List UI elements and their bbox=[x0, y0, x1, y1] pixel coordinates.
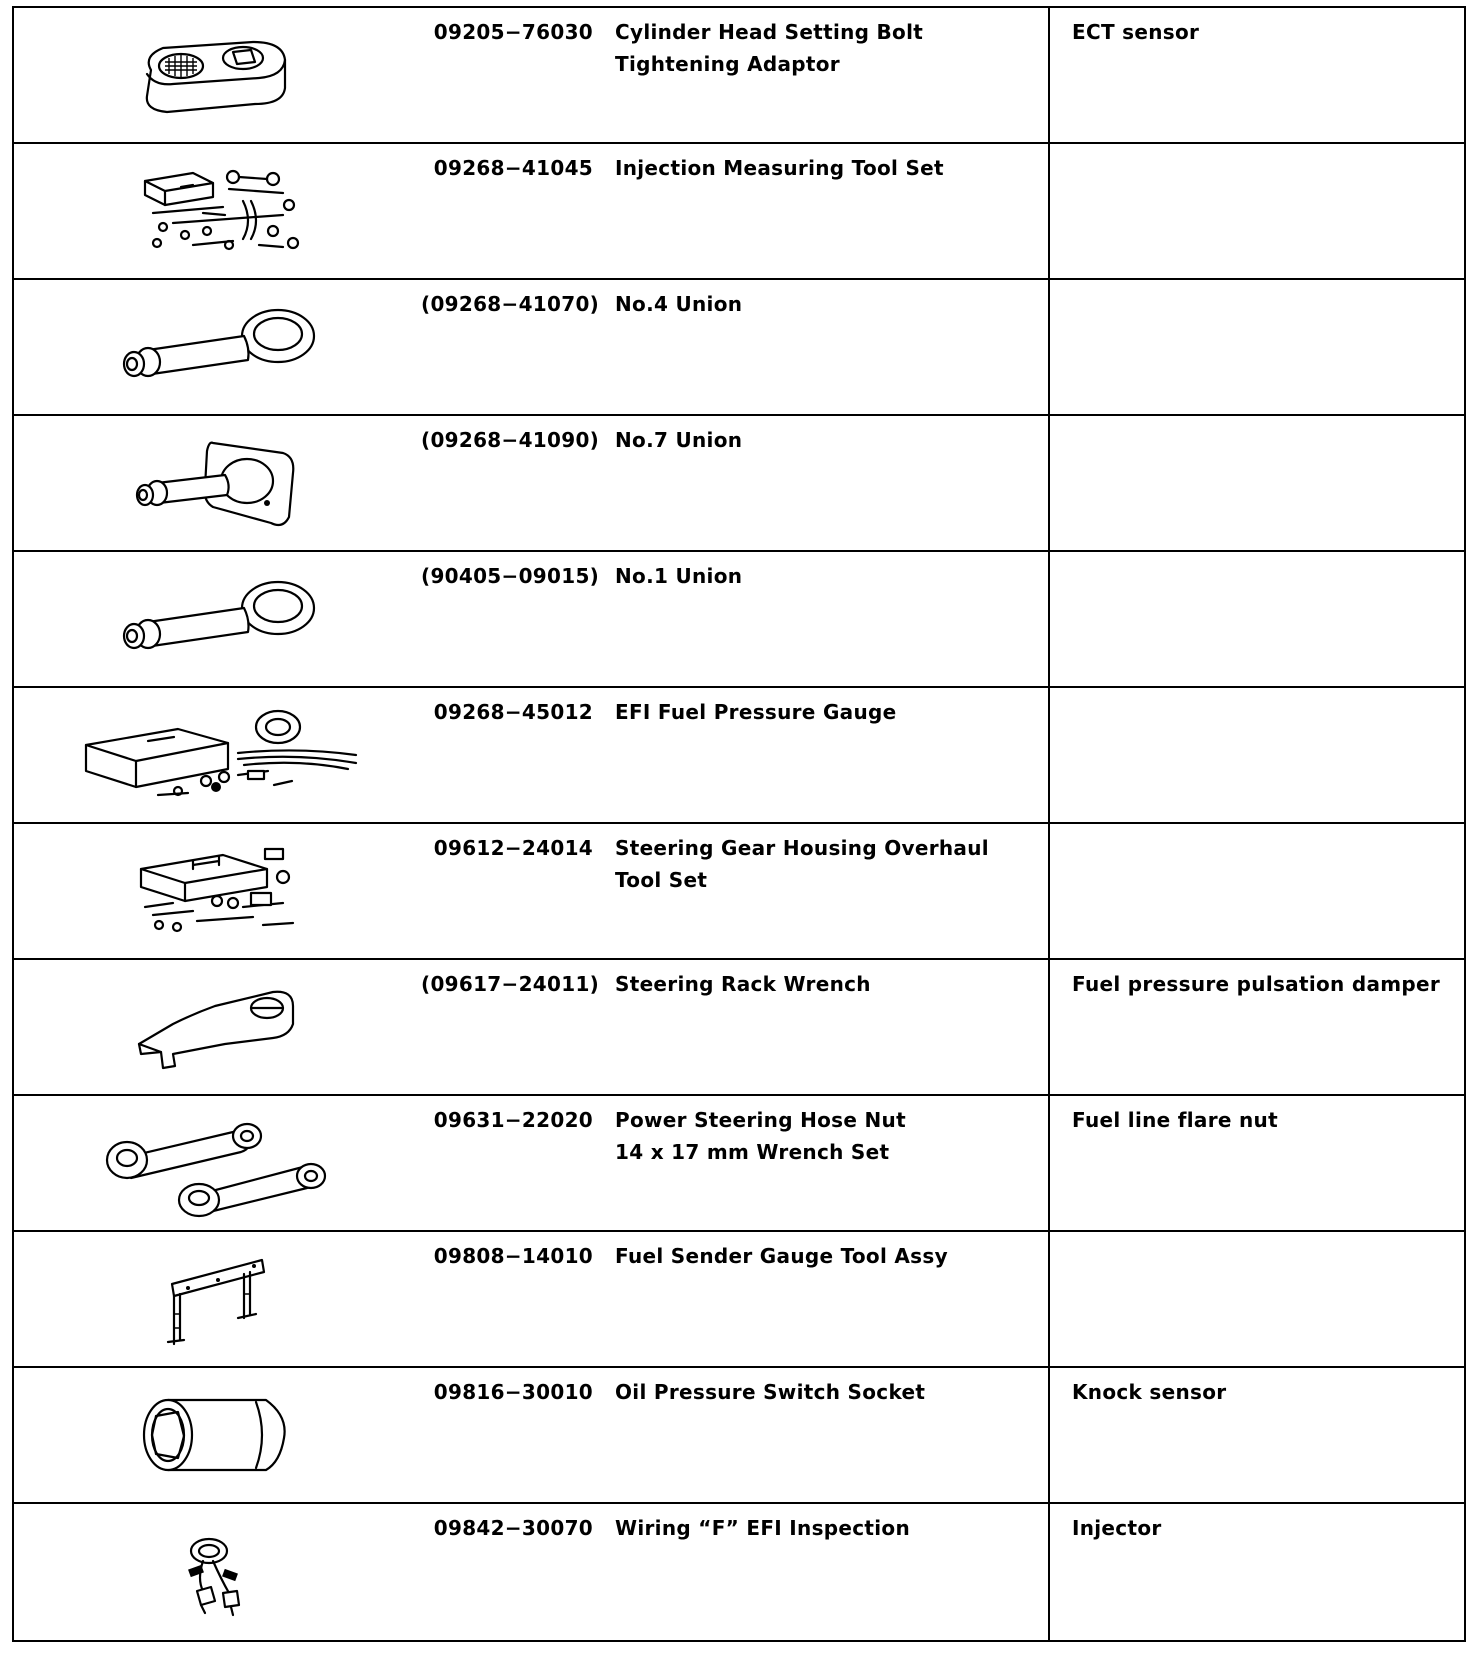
tool-set-icon bbox=[133, 161, 303, 261]
table-row bbox=[13, 1231, 1465, 1367]
table-row bbox=[13, 7, 1465, 143]
pressure-gauge-kit-icon bbox=[78, 705, 358, 805]
part-number: 09816−30010 bbox=[433, 1380, 593, 1404]
special-service-tools-table bbox=[12, 6, 1466, 1642]
tool-name: Wiring “F” EFI Inspection bbox=[615, 1516, 911, 1540]
tool-note: ECT sensor bbox=[1072, 20, 1200, 44]
table-row bbox=[13, 279, 1465, 415]
part-number: 09268−41045 bbox=[433, 156, 593, 180]
tool-name: No.4 Union bbox=[615, 292, 743, 316]
part-number: 09842−30070 bbox=[433, 1516, 593, 1540]
tool-note bbox=[1050, 824, 1464, 832]
wrench-set-icon bbox=[103, 1108, 333, 1218]
part-number: 09631−22020 bbox=[433, 1108, 593, 1132]
table-row bbox=[13, 143, 1465, 279]
tool-note bbox=[1050, 416, 1464, 424]
tool-name: Injection Measuring Tool Set bbox=[615, 156, 944, 180]
socket-icon bbox=[138, 1390, 298, 1480]
table-row bbox=[13, 415, 1465, 551]
tool-note: Knock sensor bbox=[1072, 1380, 1227, 1404]
part-number: (09617−24011) bbox=[421, 972, 600, 996]
table-row bbox=[13, 1095, 1465, 1231]
tool-name: Steering Rack Wrench bbox=[615, 972, 871, 996]
part-number: 09612−24014 bbox=[433, 836, 593, 860]
flange-union-icon bbox=[133, 433, 303, 533]
part-number: (09268−41090) bbox=[421, 428, 600, 452]
union-icon bbox=[118, 302, 318, 392]
part-number: (90405−09015) bbox=[421, 564, 600, 588]
tool-name: No.1 Union bbox=[615, 564, 743, 588]
tool-name: Steering Gear Housing Overhaul Tool Set bbox=[615, 836, 989, 892]
table-row bbox=[13, 687, 1465, 823]
tool-name: Fuel Sender Gauge Tool Assy bbox=[615, 1244, 948, 1268]
adaptor-icon bbox=[133, 30, 303, 120]
tool-note bbox=[1050, 688, 1464, 696]
table-row bbox=[13, 1503, 1465, 1641]
tool-name: No.7 Union bbox=[615, 428, 743, 452]
table-row bbox=[13, 1367, 1465, 1503]
part-number: 09205−76030 bbox=[433, 20, 593, 44]
tool-note: Injector bbox=[1072, 1516, 1162, 1540]
union-icon bbox=[118, 574, 318, 664]
table-row bbox=[13, 551, 1465, 687]
part-number: (09268−41070) bbox=[421, 292, 600, 316]
wiring-harness-icon bbox=[173, 1521, 263, 1621]
tool-note bbox=[1050, 552, 1464, 560]
tool-note: Fuel pressure pulsation damper bbox=[1072, 972, 1441, 996]
tool-note bbox=[1050, 144, 1464, 152]
tool-name: EFI Fuel Pressure Gauge bbox=[615, 700, 897, 724]
table-row bbox=[13, 823, 1465, 959]
tool-set-icon bbox=[133, 841, 303, 941]
part-number: 09268−45012 bbox=[433, 700, 593, 724]
tool-name: Cylinder Head Setting Bolt Tightening Adaptor bbox=[615, 20, 924, 76]
tool-name: Oil Pressure Switch Socket bbox=[615, 1380, 926, 1404]
tool-note bbox=[1050, 280, 1464, 288]
tool-name: Power Steering Hose Nut 14 x 17 mm Wrench Set bbox=[615, 1108, 906, 1164]
tool-note bbox=[1050, 1232, 1464, 1240]
table-row bbox=[13, 959, 1465, 1095]
sender-gauge-tool-icon bbox=[158, 1244, 278, 1354]
tool-note: Fuel line flare nut bbox=[1072, 1108, 1278, 1132]
part-number: 09808−14010 bbox=[433, 1244, 593, 1268]
rack-wrench-icon bbox=[133, 982, 303, 1072]
